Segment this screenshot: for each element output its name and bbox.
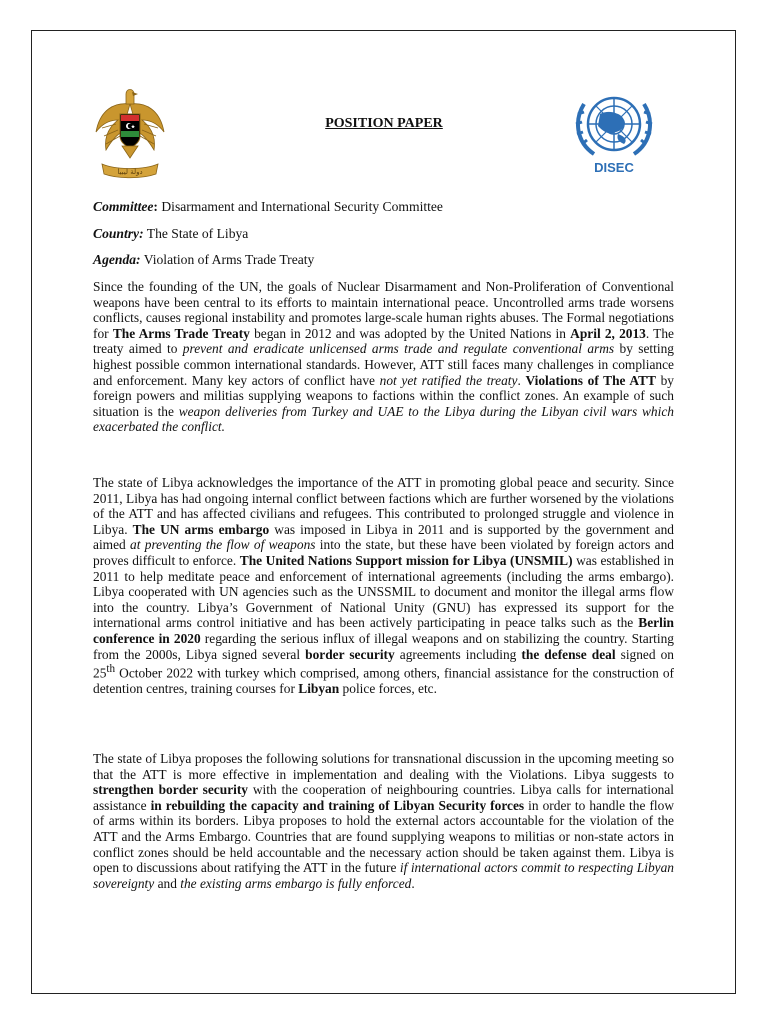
p2-italic: at preventing the flow of weapons: [130, 537, 316, 553]
country-label: Country:: [93, 226, 144, 241]
libya-eagle-emblem-icon: [92, 84, 168, 180]
committee-value: Disarmament and International Security Committee: [157, 199, 443, 214]
agenda-value: Violation of Arms Trade Treaty: [140, 252, 315, 267]
page-title: POSITION PAPER: [325, 116, 443, 131]
p1-text: by foreign powers and militias supplying weapons to factions within the conflict zones. An example of such situation is the: [93, 372, 674, 419]
p2-bold: The United Nations Support mission for Libya (UNSMIL): [239, 552, 573, 568]
p1-text: . The treaty aimed to: [93, 325, 674, 357]
p2-text: into the state, but these have been violated by foreign actors and proves difficult to enforce.: [93, 537, 674, 568]
p2-text: was established in 2011 to help meditate peace and enforcement of international agreements (including the arms embargo). Libya cooperated with UN agencies such as the UNSSMIL to document and monitor the illegal arms flow into the country. Libya’s Government of National Unity (GNU) has expressed its support for the international arms control initiative and has been actively participating in peace talks such as the: [93, 552, 674, 631]
p1-text: Since the founding of the UN, the goals of Nuclear Disarmament and Non-Proliferation of Conventional weapons have been central to its efforts to maintain international peace. Uncontrolled arms trade worsens conflicts, causes regional instability and promotes large-scale human rights abuses. The Formal negotiations for: [93, 279, 674, 341]
p2-bold: Berlin conference in 2020: [93, 615, 674, 646]
agenda-label: Agenda:: [93, 252, 141, 267]
p3-text: in order to handle the flow of arms within its borders. Libya proposes to hold the external actors accountable for the violation of the ATT and the Arms Embargo. Countries that are found supplying weapons to militias or non-state actors in conflict zones should be held accountable and the necessary action should be taken against them. Libya is open to discussions about ratifying the ATT in the future: [93, 797, 674, 876]
svg-text:دولة ليبيا: دولة ليبيا: [117, 168, 143, 176]
p2-bold: the defense deal: [521, 646, 616, 662]
paragraph-2: [93, 475, 674, 697]
p3-italic: if international actors commit to respecting Libyan sovereignty: [93, 860, 674, 891]
p3-text: The state of Libya proposes the following solutions for transnational discussion in the upcoming meeting so that the ATT is more effective in implementation and dealing with the Violations. Libya suggests to: [93, 751, 674, 782]
p2-superscript: th: [106, 663, 116, 676]
p1-bold: Violations of The ATT: [525, 372, 656, 388]
p2-text: police forces, etc.: [339, 681, 437, 697]
p1-text: by setting highest possible common international standards. However, ATT still faces many challenges in compliance and enforcement. Many key actors of conflict have: [93, 341, 674, 388]
p1-italic: not yet ratified the treaty: [379, 372, 518, 388]
country-line: [93, 225, 673, 243]
p3-bold: strengthen border security: [93, 782, 249, 798]
p2-text: The state of Libya acknowledges the importance of the ATT in promoting global peace and security. Since 2011, Libya has had ongoing internal conflict between factions which are further worsened by the violations of the ATT and has affected civilians and refugees. This contributed to prolonged struggle and violence in Libya.: [93, 475, 674, 537]
committee-label: Committee: [93, 199, 154, 214]
un-globe-icon: [558, 86, 670, 190]
p2-bold: The UN arms embargo: [132, 521, 270, 537]
committee-sep: :: [153, 199, 158, 214]
p3-bold: in rebuilding the capacity and training of Libyan Security forces: [150, 797, 525, 813]
p1-text: .: [517, 372, 526, 388]
p2-text: October 2022 with turkey which comprised, among others, financial assistance for the construction of detention centres, training courses for: [93, 665, 674, 697]
p2-text: agreements including: [394, 646, 522, 662]
paragraph-3: [93, 751, 674, 891]
disec-caption: DISEC: [594, 160, 634, 175]
p2-bold: border security: [305, 646, 395, 662]
p3-italic: the existing arms embargo is fully enforced: [180, 875, 412, 891]
p1-italic: weapon deliveries from Turkey and UAE to the Libya during the Libyan civil wars which exacerbated the conflict.: [93, 403, 674, 435]
p2-text: was imposed in Libya in 2011 and is supported by the government and aimed: [93, 521, 674, 553]
agenda-line: [93, 251, 673, 269]
p1-bold: April 2, 2013: [570, 325, 646, 341]
p1-bold: The Arms Trade Treaty: [112, 325, 250, 341]
p2-text: regarding the serious influx of illegal weapons and on stabilizing the country. Starting from the 2000s, Libya signed several: [93, 630, 674, 662]
p2-bold: Libyan: [298, 681, 340, 697]
p1-text: began in 2012 and was adopted by the United Nations in: [249, 325, 571, 341]
p3-text: and: [154, 875, 181, 891]
committee-line: [93, 198, 673, 216]
p3-text: with the cooperation of neighbouring countries. Libya calls for international assistance: [93, 782, 674, 813]
p1-italic: prevent and eradicate unlicensed arms trade and regulate conventional arms: [182, 341, 615, 357]
p2-text: signed on 25: [93, 646, 675, 681]
p3-text: .: [411, 875, 415, 891]
country-value: The State of Libya: [143, 226, 249, 241]
paragraph-1: [93, 279, 674, 435]
